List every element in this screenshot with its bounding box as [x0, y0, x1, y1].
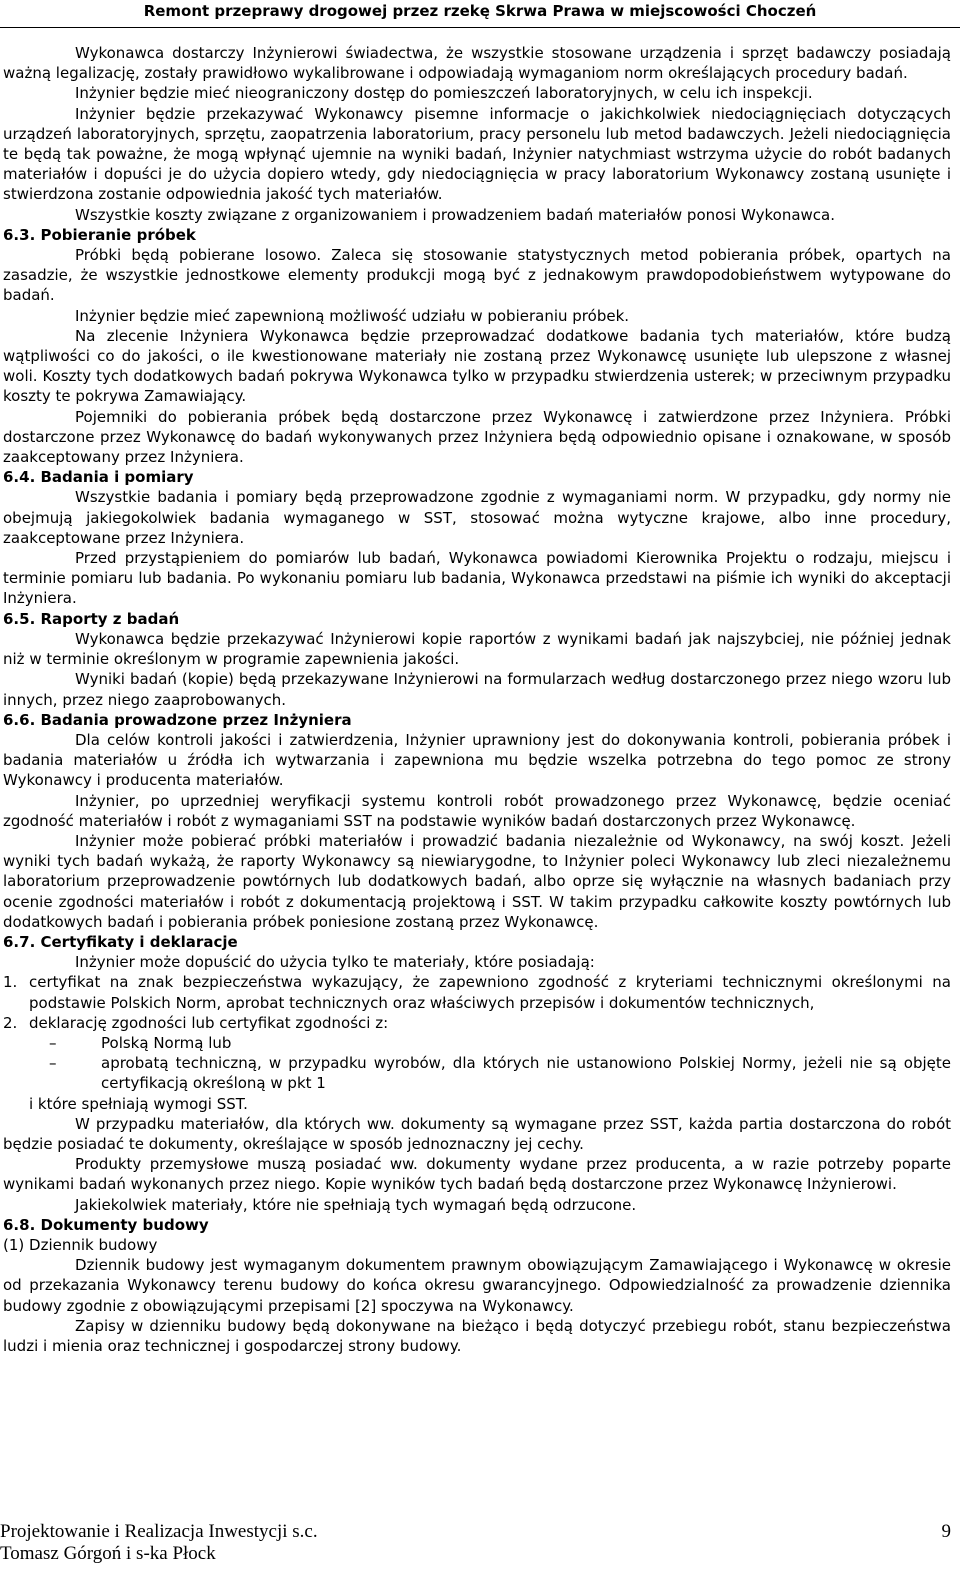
paragraph: Próbki będą pobierane losowo. Zaleca się stosowanie statystycznych metod pobierania próbek, opartych na zasadzie, że wszystkie jednostkowe elementy produkcji mogą być z jednakowym prawdopodobieństwem wytypowane do badań.: [3, 246, 951, 305]
paragraph: Inżynier, po uprzedniej weryfikacji systemu kontroli robót prowadzonego przez Wykonawcę, będzie oceniać zgodność materiałów i robót z wymaganiami SST na podstawie wyników badań dostarczonych przez Wykonawcę.: [3, 791, 951, 830]
paragraph: i które spełniają wymogi SST.: [29, 1094, 248, 1113]
paragraph: Jakiekolwiek materiały, które nie spełniają tych wymagań będą odrzucone.: [75, 1195, 637, 1214]
section-heading-6-4: 6.4. Badania i pomiary: [3, 468, 194, 487]
dash-list-item: [3, 1053, 951, 1093]
header-divider: [0, 27, 960, 28]
list-item-text: deklarację zgodności lub certyfikat zgodności z:: [29, 1013, 389, 1032]
section-heading-6-6: 6.6. Badania prowadzone przez Inżyniera: [3, 710, 352, 729]
document-body: [3, 43, 951, 1356]
list-item-text: aprobatą techniczną, w przypadku wyrobów, dla których nie ustanowiono Polskiej Normy, jeżeli nie są objęte certyfikacją określoną w pkt 1: [101, 1054, 951, 1093]
section-heading-6-7: 6.7. Certyfikaty i deklaracje: [3, 932, 238, 951]
list-dash: –: [49, 1033, 57, 1052]
footer-line-1: Projektowanie i Realizacja Inwestycji s.c.: [0, 1521, 318, 1542]
paragraph: Produkty przemysłowe muszą posiadać ww. dokumenty wydane przez producenta, a w razie potrzeby poparte wynikami badań wykonanych przez niego. Kopie wyników tych badań będą dostarczone przez Wykonawcę Inżynierowi.: [3, 1155, 951, 1194]
list-item-text: Polską Normą lub: [101, 1033, 232, 1052]
numbered-list-item: [3, 1013, 951, 1033]
paragraph: Wszystkie koszty związane z organizowaniem i prowadzeniem badań materiałów ponosi Wykonawca.: [75, 205, 835, 224]
section-heading-6-8: 6.8. Dokumenty budowy: [3, 1215, 209, 1234]
footer-line-2: Tomasz Górgoń i s-ka Płock: [0, 1543, 216, 1564]
paragraph: Inżynier będzie mieć nieograniczony dostęp do pomieszczeń laboratoryjnych, w celu ich inspekcji.: [75, 84, 813, 103]
paragraph: W przypadku materiałów, dla których ww. dokumenty są wymagane przez SST, każda partia dostarczona do robót będzie posiadać te dokumenty, określające w sposób jednoznaczny jej cechy.: [3, 1114, 951, 1153]
section-heading-6-5: 6.5. Raporty z badań: [3, 609, 180, 628]
paragraph: Inżynier będzie mieć zapewnioną możliwość udziału w pobieraniu próbek.: [75, 306, 630, 325]
paragraph: Inżynier może pobierać próbki materiałów i prowadzić badania niezależnie od Wykonawcy, na swój koszt. Jeżeli wyniki tych badań wykażą, że raporty Wykonawcy są niewiarygodne, to Inżynier poleci Wykonawcy lub zleci niezależnemu laboratorium przeprowadzenie powtórnych lub dodatkowych badań, albo oprze się wyłącznie na własnych badaniach przy ocenie zgodności materiałów i robót z dokumentacją projektową i SST. W takim przypadku całkowite koszty powtórnych lub dodatkowych badań i pobierania próbek poniesione zostaną przez Wykonawcę.: [3, 831, 951, 931]
paragraph: Dziennik budowy jest wymaganym dokumentem prawnym obowiązującym Zamawiającego i Wykonawcę w okresie od przekazania Wykonawcy terenu budowy do końca okresu gwarancyjnego. Odpowiedzialność za prowadzenie dziennika budowy zgodnie z obowiązującymi przepisami [2] spoczywa na Wykonawcy.: [3, 1256, 951, 1315]
paragraph: Na zlecenie Inżyniera Wykonawca będzie przeprowadzać dodatkowe badania tych materiałów, które budzą wątpliwości co do jakości, o ile kwestionowane materiały nie zostaną przez Wykonawcę usunięte lub ulepszone z własnej woli. Koszty tych dodatkowych badań pokrywa Wykonawca tylko w przypadku stwierdzenia usterek; w przeciwnym przypadku koszty te pokrywa Zamawiający.: [3, 326, 951, 406]
page-number: 9: [941, 1521, 951, 1542]
section-heading-6-3: 6.3. Pobieranie próbek: [3, 225, 196, 244]
paragraph: Inżynier będzie przekazywać Wykonawcy pisemne informacje o jakichkolwiek niedociągnięciach dotyczących urządzeń laboratoryjnych, sprzętu, zaopatrzenia laboratorium, pracy personelu lub metod badawczych. Jeżeli niedociągnięcia te będą tak poważne, że mogą wpłynąć ujemnie na wyniki badań, Inżynier natychmiast wstrzyma użycie do robót badanych materiałów i dopuści je do użycia dopiero wtedy, gdy niedociągnięcia w pracy laboratorium Wykonawcy zostaną usunięte i stwierdzona zostanie odpowiednia jakość tych materiałów.: [3, 104, 951, 204]
list-number: 1.: [3, 973, 18, 992]
paragraph: Zapisy w dzienniku budowy będą dokonywane na bieżąco i będą dotyczyć przebiegu robót, stanu bezpieczeństwa ludzi i mienia oraz technicznej i gospodarczej strony budowy.: [3, 1316, 951, 1355]
list-number: 2.: [3, 1013, 18, 1032]
numbered-list-item: [3, 972, 951, 1012]
paragraph: Pojemniki do pobierania próbek będą dostarczone przez Wykonawcę i zatwierdzone przez Inżyniera. Próbki dostarczone przez Wykonawcę do badań wykonywanych przez Inżyniera będą odpowiednio opisane i oznakowane, w sposób zaakceptowany przez Inżyniera.: [3, 407, 951, 467]
document-header-title: Remont przeprawy drogowej przez rzekę Skrwa Prawa w miejscowości Choczeń: [143, 2, 817, 20]
paragraph: Wykonawca dostarczy Inżynierowi świadectwa, że wszystkie stosowane urządzenia i sprzęt badawczy posiadają ważną legalizację, zostały prawidłowo wykalibrowane i odpowiadają wymaganiom norm określających procedury badań.: [3, 44, 951, 83]
dash-list-item: [3, 1033, 951, 1053]
paragraph: Przed przystąpieniem do pomiarów lub badań, Wykonawca powiadomi Kierownika Projektu o rodzaju, miejscu i terminie pomiaru lub badania. Po wykonaniu pomiaru lub badania, Wykonawca przedstawi na piśmie ich wyniki do akceptacji Inżyniera.: [3, 549, 951, 608]
footer-company: [0, 1521, 318, 1565]
paragraph: Wykonawca będzie przekazywać Inżynierowi kopie raportów z wynikami badań jak najszybciej, nie później jednak niż w terminie określonym w programie zapewnienia jakości.: [3, 629, 951, 669]
list-item-text: certyfikat na znak bezpieczeństwa wykazujący, że zapewniono zgodność z kryteriami technicznymi określonymi na podstawie Polskich Norm, aprobat technicznych oraz właściwych przepisów i dokumentów technicznych,: [29, 973, 951, 1012]
paragraph: Dla celów kontroli jakości i zatwierdzenia, Inżynier uprawniony jest do dokonywania kontroli, pobierania próbek i badania materiałów u źródła ich wytwarzania i zapewniona mu będzie wszelka potrzebna do tego pomoc ze strony Wykonawcy i producenta materiałów.: [3, 730, 951, 790]
paragraph: Wszystkie badania i pomiary będą przeprowadzone zgodnie z wymaganiami norm. W przypadku, gdy normy nie obejmują jakiegokolwiek badania wymaganego w SST, stosować można wytyczne krajowe, albo inne procedury, zaakceptowane przez Inżyniera.: [3, 488, 951, 547]
list-dash: –: [49, 1054, 57, 1073]
subsection-label: (1) Dziennik budowy: [3, 1235, 158, 1254]
paragraph: Wyniki badań (kopie) będą przekazywane Inżynierowi na formularzach według dostarczonego przez niego wzoru lub innych, przez niego zaaprobowanych.: [3, 670, 951, 709]
paragraph: Inżynier może dopuścić do użycia tylko te materiały, które posiadają:: [75, 953, 595, 972]
